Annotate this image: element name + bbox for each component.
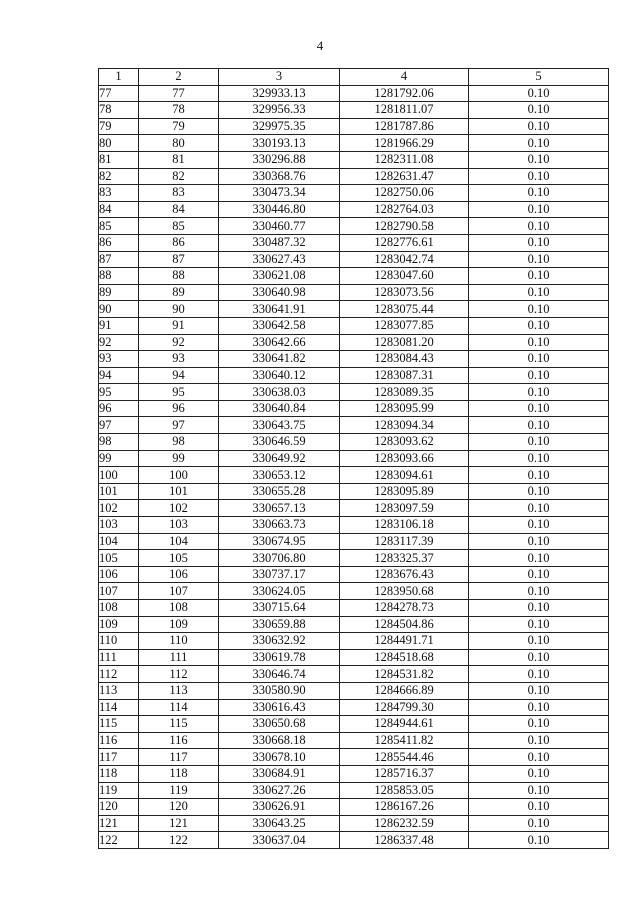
- y-coordinate-cell: 1283042.74: [340, 251, 469, 268]
- y-coordinate-cell: 1283676.43: [340, 566, 469, 583]
- table-row: [99, 749, 609, 766]
- row-number-cell: 81: [99, 151, 139, 168]
- x-coordinate-cell: 330487.32: [219, 234, 340, 251]
- column-header-5: 5: [469, 69, 609, 86]
- point-number-cell: 115: [139, 716, 219, 733]
- x-coordinate-cell: 330643.25: [219, 815, 340, 832]
- tolerance-cell: 0.10: [469, 749, 609, 766]
- row-number-cell: 77: [99, 85, 139, 102]
- x-coordinate-cell: 330642.66: [219, 334, 340, 351]
- table-row: [99, 301, 609, 318]
- y-coordinate-cell: 1282790.58: [340, 218, 469, 235]
- tolerance-cell: 0.10: [469, 633, 609, 650]
- x-coordinate-cell: 330646.59: [219, 434, 340, 451]
- table-row: [99, 201, 609, 218]
- point-number-cell: 122: [139, 832, 219, 849]
- y-coordinate-cell: 1283081.20: [340, 334, 469, 351]
- table-row: [99, 102, 609, 119]
- column-header-4: 4: [340, 69, 469, 86]
- table-row: [99, 649, 609, 666]
- row-number-cell: 97: [99, 417, 139, 434]
- table-row: [99, 699, 609, 716]
- tolerance-cell: 0.10: [469, 185, 609, 202]
- tolerance-cell: 0.10: [469, 583, 609, 600]
- row-number-cell: 112: [99, 666, 139, 683]
- x-coordinate-cell: 330655.28: [219, 483, 340, 500]
- point-number-cell: 110: [139, 633, 219, 650]
- row-number-cell: 106: [99, 566, 139, 583]
- x-coordinate-cell: 330641.82: [219, 351, 340, 368]
- table-row: [99, 234, 609, 251]
- table-row: [99, 467, 609, 484]
- table-row: [99, 782, 609, 799]
- table-row: [99, 317, 609, 334]
- table-row: [99, 483, 609, 500]
- point-number-cell: 103: [139, 517, 219, 534]
- table-row: [99, 284, 609, 301]
- y-coordinate-cell: 1283089.35: [340, 384, 469, 401]
- x-coordinate-cell: 330640.98: [219, 284, 340, 301]
- table-body: [99, 85, 609, 848]
- row-number-cell: 113: [99, 682, 139, 699]
- table-row: [99, 633, 609, 650]
- y-coordinate-cell: 1283325.37: [340, 550, 469, 567]
- x-coordinate-cell: 330193.13: [219, 135, 340, 152]
- point-number-cell: 112: [139, 666, 219, 683]
- row-number-cell: 80: [99, 135, 139, 152]
- x-coordinate-cell: 330668.18: [219, 732, 340, 749]
- page-number: 4: [316, 38, 324, 53]
- tolerance-cell: 0.10: [469, 367, 609, 384]
- row-number-cell: 101: [99, 483, 139, 500]
- x-coordinate-cell: 330632.92: [219, 633, 340, 650]
- point-number-cell: 117: [139, 749, 219, 766]
- table-row: [99, 135, 609, 152]
- point-number-cell: 97: [139, 417, 219, 434]
- y-coordinate-cell: 1283073.56: [340, 284, 469, 301]
- point-number-cell: 94: [139, 367, 219, 384]
- y-coordinate-cell: 1283047.60: [340, 268, 469, 285]
- point-number-cell: 120: [139, 799, 219, 816]
- table-row: [99, 716, 609, 733]
- row-number-cell: 122: [99, 832, 139, 849]
- x-coordinate-cell: 330640.12: [219, 367, 340, 384]
- tolerance-cell: 0.10: [469, 301, 609, 318]
- y-coordinate-cell: 1285716.37: [340, 765, 469, 782]
- tolerance-cell: 0.10: [469, 616, 609, 633]
- y-coordinate-cell: 1282764.03: [340, 201, 469, 218]
- table-row: [99, 434, 609, 451]
- tolerance-cell: 0.10: [469, 234, 609, 251]
- tolerance-cell: 0.10: [469, 85, 609, 102]
- point-number-cell: 92: [139, 334, 219, 351]
- y-coordinate-cell: 1282750.06: [340, 185, 469, 202]
- point-number-cell: 113: [139, 682, 219, 699]
- x-coordinate-cell: 330619.78: [219, 649, 340, 666]
- point-number-cell: 106: [139, 566, 219, 583]
- x-coordinate-cell: 330580.90: [219, 682, 340, 699]
- x-coordinate-cell: 330706.80: [219, 550, 340, 567]
- point-number-cell: 95: [139, 384, 219, 401]
- table-row: [99, 666, 609, 683]
- y-coordinate-cell: 1283097.59: [340, 500, 469, 517]
- row-number-cell: 110: [99, 633, 139, 650]
- tolerance-cell: 0.10: [469, 550, 609, 567]
- y-coordinate-cell: 1284666.89: [340, 682, 469, 699]
- row-number-cell: 89: [99, 284, 139, 301]
- row-number-cell: 120: [99, 799, 139, 816]
- row-number-cell: 104: [99, 533, 139, 550]
- point-number-cell: 88: [139, 268, 219, 285]
- table-row: [99, 566, 609, 583]
- tolerance-cell: 0.10: [469, 467, 609, 484]
- x-coordinate-cell: 330715.64: [219, 600, 340, 617]
- x-coordinate-cell: 330659.88: [219, 616, 340, 633]
- table-row: [99, 251, 609, 268]
- x-coordinate-cell: 330616.43: [219, 699, 340, 716]
- y-coordinate-cell: 1286167.26: [340, 799, 469, 816]
- row-number-cell: 105: [99, 550, 139, 567]
- y-coordinate-cell: 1285544.46: [340, 749, 469, 766]
- tolerance-cell: 0.10: [469, 400, 609, 417]
- y-coordinate-cell: 1284504.86: [340, 616, 469, 633]
- x-coordinate-cell: 330460.77: [219, 218, 340, 235]
- point-number-cell: 107: [139, 583, 219, 600]
- table-row: [99, 815, 609, 832]
- x-coordinate-cell: 330653.12: [219, 467, 340, 484]
- point-number-cell: 82: [139, 168, 219, 185]
- y-coordinate-cell: 1286232.59: [340, 815, 469, 832]
- point-number-cell: 80: [139, 135, 219, 152]
- x-coordinate-cell: 330737.17: [219, 566, 340, 583]
- x-coordinate-cell: 330638.03: [219, 384, 340, 401]
- tolerance-cell: 0.10: [469, 334, 609, 351]
- table-row: [99, 85, 609, 102]
- row-number-cell: 109: [99, 616, 139, 633]
- table-row: [99, 151, 609, 168]
- y-coordinate-cell: 1284518.68: [340, 649, 469, 666]
- row-number-cell: 96: [99, 400, 139, 417]
- y-coordinate-cell: 1281787.86: [340, 118, 469, 135]
- x-coordinate-cell: 330368.76: [219, 168, 340, 185]
- row-number-cell: 111: [99, 649, 139, 666]
- tolerance-cell: 0.10: [469, 533, 609, 550]
- point-number-cell: 121: [139, 815, 219, 832]
- point-number-cell: 84: [139, 201, 219, 218]
- row-number-cell: 87: [99, 251, 139, 268]
- x-coordinate-cell: 330627.26: [219, 782, 340, 799]
- tolerance-cell: 0.10: [469, 483, 609, 500]
- point-number-cell: 91: [139, 317, 219, 334]
- row-number-cell: 85: [99, 218, 139, 235]
- table-row: [99, 351, 609, 368]
- y-coordinate-cell: 1284491.71: [340, 633, 469, 650]
- tolerance-cell: 0.10: [469, 450, 609, 467]
- table-row: [99, 417, 609, 434]
- row-number-cell: 91: [99, 317, 139, 334]
- x-coordinate-cell: 330674.95: [219, 533, 340, 550]
- x-coordinate-cell: 330473.34: [219, 185, 340, 202]
- tolerance-cell: 0.10: [469, 384, 609, 401]
- x-coordinate-cell: 329933.13: [219, 85, 340, 102]
- x-coordinate-cell: 330621.08: [219, 268, 340, 285]
- x-coordinate-cell: 330678.10: [219, 749, 340, 766]
- tolerance-cell: 0.10: [469, 317, 609, 334]
- y-coordinate-cell: 1284944.61: [340, 716, 469, 733]
- y-coordinate-cell: 1283075.44: [340, 301, 469, 318]
- row-number-cell: 83: [99, 185, 139, 202]
- point-number-cell: 93: [139, 351, 219, 368]
- row-number-cell: 103: [99, 517, 139, 534]
- table-row: [99, 367, 609, 384]
- point-number-cell: 114: [139, 699, 219, 716]
- table-row: [99, 400, 609, 417]
- tolerance-cell: 0.10: [469, 268, 609, 285]
- table-row: [99, 168, 609, 185]
- row-number-cell: 114: [99, 699, 139, 716]
- row-number-cell: 86: [99, 234, 139, 251]
- row-number-cell: 90: [99, 301, 139, 318]
- tolerance-cell: 0.10: [469, 201, 609, 218]
- row-number-cell: 118: [99, 765, 139, 782]
- y-coordinate-cell: 1282631.47: [340, 168, 469, 185]
- x-coordinate-cell: 330640.84: [219, 400, 340, 417]
- table-row: [99, 268, 609, 285]
- tolerance-cell: 0.10: [469, 151, 609, 168]
- y-coordinate-cell: 1281792.06: [340, 85, 469, 102]
- point-number-cell: 98: [139, 434, 219, 451]
- row-number-cell: 121: [99, 815, 139, 832]
- tolerance-cell: 0.10: [469, 218, 609, 235]
- y-coordinate-cell: 1286337.48: [340, 832, 469, 849]
- x-coordinate-cell: 330641.91: [219, 301, 340, 318]
- point-number-cell: 109: [139, 616, 219, 633]
- point-number-cell: 81: [139, 151, 219, 168]
- x-coordinate-cell: 330446.80: [219, 201, 340, 218]
- y-coordinate-cell: 1283095.99: [340, 400, 469, 417]
- column-header-2: 2: [139, 69, 219, 86]
- point-number-cell: 96: [139, 400, 219, 417]
- table-row: [99, 583, 609, 600]
- point-number-cell: 86: [139, 234, 219, 251]
- y-coordinate-cell: 1283087.31: [340, 367, 469, 384]
- row-number-cell: 79: [99, 118, 139, 135]
- tolerance-cell: 0.10: [469, 168, 609, 185]
- tolerance-cell: 0.10: [469, 832, 609, 849]
- tolerance-cell: 0.10: [469, 649, 609, 666]
- y-coordinate-cell: 1285853.05: [340, 782, 469, 799]
- tolerance-cell: 0.10: [469, 517, 609, 534]
- x-coordinate-cell: 330637.04: [219, 832, 340, 849]
- table-row: [99, 600, 609, 617]
- y-coordinate-cell: 1284531.82: [340, 666, 469, 683]
- point-number-cell: 79: [139, 118, 219, 135]
- column-header-1: 1: [99, 69, 139, 86]
- x-coordinate-cell: 329956.33: [219, 102, 340, 119]
- y-coordinate-cell: 1282776.61: [340, 234, 469, 251]
- tolerance-cell: 0.10: [469, 566, 609, 583]
- y-coordinate-cell: 1283094.61: [340, 467, 469, 484]
- tolerance-cell: 0.10: [469, 118, 609, 135]
- tolerance-cell: 0.10: [469, 135, 609, 152]
- x-coordinate-cell: 330650.68: [219, 716, 340, 733]
- tolerance-cell: 0.10: [469, 799, 609, 816]
- tolerance-cell: 0.10: [469, 434, 609, 451]
- row-number-cell: 95: [99, 384, 139, 401]
- table-header-row: [99, 69, 609, 86]
- tolerance-cell: 0.10: [469, 417, 609, 434]
- point-number-cell: 101: [139, 483, 219, 500]
- tolerance-cell: 0.10: [469, 815, 609, 832]
- x-coordinate-cell: 330642.58: [219, 317, 340, 334]
- row-number-cell: 116: [99, 732, 139, 749]
- tolerance-cell: 0.10: [469, 351, 609, 368]
- x-coordinate-cell: 330684.91: [219, 765, 340, 782]
- table-row: [99, 616, 609, 633]
- x-coordinate-cell: 329975.35: [219, 118, 340, 135]
- row-number-cell: 107: [99, 583, 139, 600]
- table-row: [99, 185, 609, 202]
- x-coordinate-cell: 330624.05: [219, 583, 340, 600]
- x-coordinate-cell: 330627.43: [219, 251, 340, 268]
- y-coordinate-cell: 1283095.89: [340, 483, 469, 500]
- tolerance-cell: 0.10: [469, 500, 609, 517]
- row-number-cell: 119: [99, 782, 139, 799]
- y-coordinate-cell: 1283077.85: [340, 317, 469, 334]
- column-header-3: 3: [219, 69, 340, 86]
- row-number-cell: 93: [99, 351, 139, 368]
- table-row: [99, 533, 609, 550]
- row-number-cell: 94: [99, 367, 139, 384]
- row-number-cell: 115: [99, 716, 139, 733]
- y-coordinate-cell: 1283093.62: [340, 434, 469, 451]
- point-number-cell: 85: [139, 218, 219, 235]
- row-number-cell: 100: [99, 467, 139, 484]
- y-coordinate-cell: 1281811.07: [340, 102, 469, 119]
- row-number-cell: 99: [99, 450, 139, 467]
- table-row: [99, 832, 609, 849]
- point-number-cell: 116: [139, 732, 219, 749]
- point-number-cell: 104: [139, 533, 219, 550]
- y-coordinate-cell: 1281966.29: [340, 135, 469, 152]
- point-number-cell: 90: [139, 301, 219, 318]
- point-number-cell: 83: [139, 185, 219, 202]
- row-number-cell: 84: [99, 201, 139, 218]
- table-row: [99, 384, 609, 401]
- y-coordinate-cell: 1284278.73: [340, 600, 469, 617]
- x-coordinate-cell: 330649.92: [219, 450, 340, 467]
- tolerance-cell: 0.10: [469, 682, 609, 699]
- row-number-cell: 82: [99, 168, 139, 185]
- table-row: [99, 799, 609, 816]
- coordinates-table: [98, 68, 609, 849]
- y-coordinate-cell: 1283117.39: [340, 533, 469, 550]
- x-coordinate-cell: 330663.73: [219, 517, 340, 534]
- tolerance-cell: 0.10: [469, 102, 609, 119]
- table-row: [99, 765, 609, 782]
- point-number-cell: 99: [139, 450, 219, 467]
- y-coordinate-cell: 1283950.68: [340, 583, 469, 600]
- point-number-cell: 105: [139, 550, 219, 567]
- x-coordinate-cell: 330643.75: [219, 417, 340, 434]
- point-number-cell: 87: [139, 251, 219, 268]
- row-number-cell: 88: [99, 268, 139, 285]
- table-row: [99, 682, 609, 699]
- table-row: [99, 218, 609, 235]
- point-number-cell: 89: [139, 284, 219, 301]
- table-row: [99, 732, 609, 749]
- x-coordinate-cell: 330626.91: [219, 799, 340, 816]
- table-row: [99, 118, 609, 135]
- x-coordinate-cell: 330646.74: [219, 666, 340, 683]
- point-number-cell: 111: [139, 649, 219, 666]
- point-number-cell: 118: [139, 765, 219, 782]
- table-row: [99, 500, 609, 517]
- tolerance-cell: 0.10: [469, 782, 609, 799]
- table-row: [99, 450, 609, 467]
- x-coordinate-cell: 330657.13: [219, 500, 340, 517]
- row-number-cell: 102: [99, 500, 139, 517]
- row-number-cell: 78: [99, 102, 139, 119]
- y-coordinate-cell: 1285411.82: [340, 732, 469, 749]
- table-row: [99, 550, 609, 567]
- row-number-cell: 117: [99, 749, 139, 766]
- row-number-cell: 92: [99, 334, 139, 351]
- tolerance-cell: 0.10: [469, 732, 609, 749]
- table-row: [99, 334, 609, 351]
- point-number-cell: 108: [139, 600, 219, 617]
- tolerance-cell: 0.10: [469, 600, 609, 617]
- tolerance-cell: 0.10: [469, 699, 609, 716]
- table-row: [99, 517, 609, 534]
- tolerance-cell: 0.10: [469, 666, 609, 683]
- point-number-cell: 119: [139, 782, 219, 799]
- tolerance-cell: 0.10: [469, 765, 609, 782]
- point-number-cell: 78: [139, 102, 219, 119]
- tolerance-cell: 0.10: [469, 251, 609, 268]
- row-number-cell: 98: [99, 434, 139, 451]
- y-coordinate-cell: 1283093.66: [340, 450, 469, 467]
- x-coordinate-cell: 330296.88: [219, 151, 340, 168]
- tolerance-cell: 0.10: [469, 284, 609, 301]
- y-coordinate-cell: 1283084.43: [340, 351, 469, 368]
- point-number-cell: 77: [139, 85, 219, 102]
- y-coordinate-cell: 1282311.08: [340, 151, 469, 168]
- y-coordinate-cell: 1284799.30: [340, 699, 469, 716]
- tolerance-cell: 0.10: [469, 716, 609, 733]
- y-coordinate-cell: 1283094.34: [340, 417, 469, 434]
- point-number-cell: 102: [139, 500, 219, 517]
- point-number-cell: 100: [139, 467, 219, 484]
- y-coordinate-cell: 1283106.18: [340, 517, 469, 534]
- row-number-cell: 108: [99, 600, 139, 617]
